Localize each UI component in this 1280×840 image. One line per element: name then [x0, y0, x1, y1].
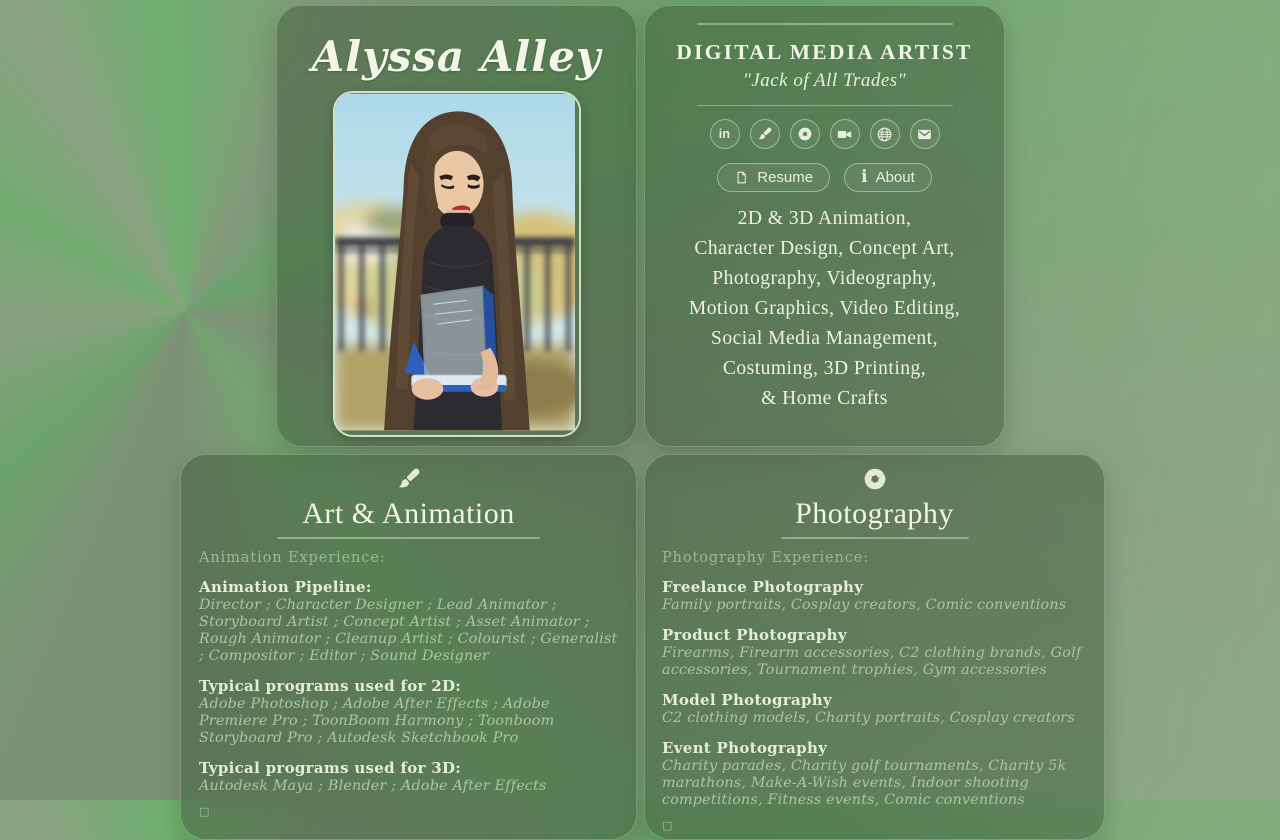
skill-line: Motion Graphics, Video Editing,	[688, 298, 961, 319]
section-body: Autodesk Maya ; Blender ; Adobe After Effects	[199, 777, 547, 794]
email-icon	[916, 126, 933, 143]
photography-section	[662, 739, 1087, 809]
art-section	[199, 759, 618, 795]
section-heading: Product Photography	[662, 625, 847, 644]
animation-experience-label: Animation Experience:	[199, 549, 386, 566]
skill-line: Character Design, Concept Art,	[694, 238, 955, 259]
role-title: DIGITAL MEDIA ARTIST	[676, 39, 973, 64]
section-heading: Animation Pipeline:	[199, 577, 372, 596]
about-button-label: About	[875, 169, 915, 186]
document-icon	[734, 170, 749, 185]
art-animation-card	[180, 454, 637, 840]
divider-mid	[697, 105, 953, 107]
photography-card	[644, 454, 1105, 840]
profile-name: Alyssa Alley	[311, 32, 602, 81]
title-underline	[277, 537, 540, 539]
section-body: Family portraits, Cosplay creators, Comic conventions	[662, 596, 1067, 613]
video-button[interactable]	[830, 119, 860, 149]
video-camera-icon	[836, 126, 853, 143]
skill-line: & Home Crafts	[761, 388, 888, 409]
section-heading: Typical programs used for 2D:	[199, 676, 462, 695]
skill-line: 2D & 3D Animation,	[737, 208, 912, 229]
art-card-title: Art & Animation	[302, 497, 515, 530]
skill-line: Costuming, 3D Printing,	[722, 358, 927, 379]
divider-top	[697, 23, 953, 25]
resume-button[interactable]	[717, 163, 830, 192]
missing-glyph: □	[662, 818, 673, 832]
skill-line: Photography, Videography,	[712, 268, 937, 289]
section-body: Adobe Photoshop ; Adobe After Effects ; Adobe Premiere Pro ; ToonBoom Harmony ; Toonboom Storyboard Pro ; Autodesk Sketchbook Pro	[199, 695, 555, 746]
social-row	[645, 119, 1004, 149]
profile-photo-illustration	[335, 93, 575, 431]
globe-icon	[876, 126, 893, 143]
photography-section	[662, 691, 1087, 727]
profile-photo	[333, 91, 581, 437]
title-underline	[781, 537, 969, 539]
email-button[interactable]	[910, 119, 940, 149]
art-section	[199, 578, 618, 665]
section-heading: Freelance Photography	[662, 577, 864, 596]
paintbrush-icon	[757, 126, 773, 142]
photography-experience-label: Photography Experience:	[662, 549, 870, 566]
skills-list	[645, 204, 1004, 414]
linkedin-icon: in	[718, 127, 731, 141]
role-card	[644, 5, 1005, 447]
photography-section	[662, 578, 1087, 614]
section-body: Charity parades, Charity golf tournaments, Charity 5k marathons, Make-A-Wish events, Indoor shooting competitions, Fitness events, Comic conventions	[662, 757, 1067, 808]
section-body: Firearms, Firearm accessories, C2 clothing brands, Golf accessories, Tournament trophies, Gym accessories	[662, 644, 1082, 678]
linkedin-button[interactable]	[710, 119, 740, 149]
aperture-icon	[862, 466, 888, 492]
photography-button[interactable]	[790, 119, 820, 149]
section-heading: Event Photography	[662, 738, 828, 757]
resume-button-label: Resume	[757, 169, 814, 186]
section-heading: Typical programs used for 3D:	[199, 758, 462, 777]
identity-card	[276, 5, 637, 447]
about-button[interactable]	[844, 163, 932, 192]
tagline: "Jack of All Trades"	[742, 69, 907, 91]
section-body: C2 clothing models, Charity portraits, Cosplay creators	[662, 709, 1075, 726]
info-icon: i	[861, 167, 868, 187]
art-portfolio-button[interactable]	[750, 119, 780, 149]
photography-section	[662, 626, 1087, 679]
skill-line: Social Media Management,	[711, 328, 938, 349]
missing-glyph: □	[199, 804, 210, 818]
section-body: Director ; Character Designer ; Lead Animator ; Storyboard Artist ; Concept Artist ; Asset Animator ; Rough Animator ; Cleanup Artist ; Colourist ; Generalist ; Compositor ; Editor ; Sound Designer	[199, 596, 618, 664]
art-section	[199, 677, 618, 747]
section-heading: Model Photography	[662, 690, 833, 709]
action-buttons	[645, 163, 1004, 192]
photography-card-title: Photography	[795, 497, 954, 530]
website-button[interactable]	[870, 119, 900, 149]
paintbrush-icon	[396, 466, 422, 492]
aperture-icon	[797, 126, 813, 142]
